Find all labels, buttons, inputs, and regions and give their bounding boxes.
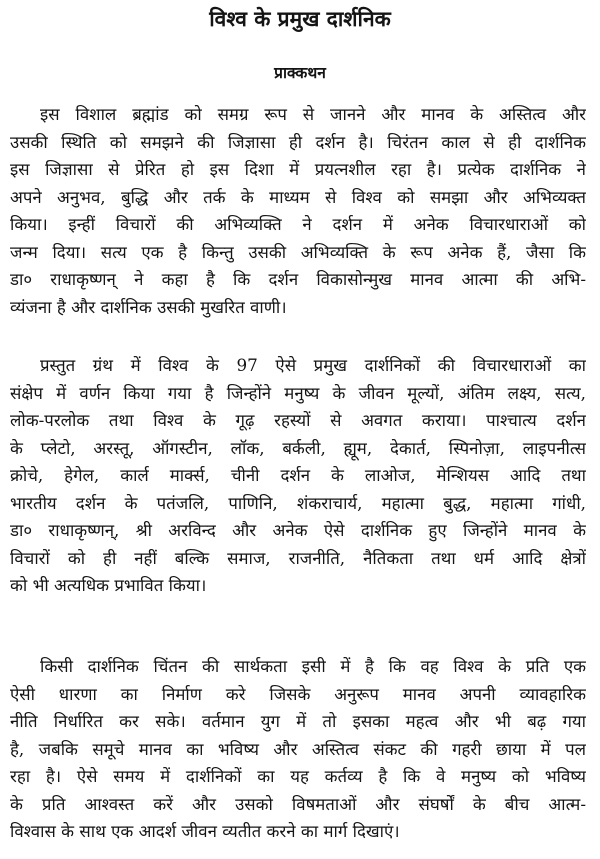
paragraph-line: रहा है। ऐसे समय में दार्शनिकों का यह कर्तव्य है कि वे मनुष्य को भविष्य [10,766,586,786]
paragraph-line: उसकी स्थिति को समझने की जिज्ञासा ही दर्शन है। चिरंतन काल से ही दार्शनिक [10,131,586,152]
paragraph-line: अपने अनुभव, बुद्धि और तर्क के माध्यम से विश्व को समझा और अभिव्यक्त [10,186,586,207]
paragraph-line: डा० राधाकृष्णन्, श्री अरविन्द और अनेक ऐसे दार्शनिक हुए जिन्होंने मानव के [10,520,586,540]
paragraph-line: प्रस्तुत ग्रंथ में विश्व के 97 ऐसे प्रमुख दार्शनिकों की विचारधाराओं का [40,355,586,375]
page-title: विश्व के प्रमुख दार्शनिक [209,6,391,31]
paragraph-line: भारतीय दर्शन के पतंजलि, पाणिनि, शंकराचार्य, महात्मा बुद्ध, महात्मा गांधी, [10,492,586,513]
paragraph-2 [10,352,586,600]
paragraph-line: इस जिज्ञासा से प्रेरित हो इस दिशा में प्रयत्नशील रहा है। प्रत्येक दार्शनिक ने [10,159,586,179]
paragraph-line: व्यंजना है और दार्शनिक उसकी मुखरित वाणी। [10,296,287,317]
paragraph-1 [10,101,586,321]
paragraph-line: डा० राधाकृष्णन् ने कहा है कि दर्शन विकासोन्मुख मानव आत्मा की अभि- [10,269,586,289]
paragraph-line: संक्षेप में वर्णन किया गया है जिन्होंने मनुष्य के जीवन मूल्यों, अंतिम लक्ष्य, सत्य, [10,382,586,403]
section-heading: प्राक्कथन [274,63,326,82]
paragraph-line: इस विशाल ब्रह्मांड को समग्र रूप से जानने और मानव के अस्तित्व और [40,104,586,124]
paragraph-line: किसी दार्शनिक चिंतन की सार्थकता इसी में है कि वह विश्व के प्रति एक [40,656,586,676]
paragraph-line: लोक-परलोक तथा विश्व के गूढ़ रहस्यों से अवगत कराया। पाश्चात्य दर्शन [10,410,586,430]
paragraph-line: है, जबकि समूचे मानव का भविष्य और अस्तित्व संकट की गहरी छाया में पल [10,738,586,759]
paragraph-3 [10,653,586,846]
paragraph-line: किया। इन्हीं विचारों की अभिव्यक्ति ने दर्शन में अनेक विचारधाराओं को [10,214,586,234]
paragraph-line: विश्वास के साथ एक आदर्श जीवन व्यतीत करने का मार्ग दिखाएं। [10,821,400,841]
paragraph-line: को भी अत्यधिक प्रभावित किया। [10,575,207,595]
paragraph-line: क्रोचे, हेगेल, कार्ल मार्क्स, चीनी दर्शन के लाओज, मेन्शियस आदि तथा [10,465,586,485]
paragraph-line: विचारों को ही नहीं बल्कि समाज, राजनीति, नैतिकता तथा धर्म आदि क्षेत्रों [10,547,586,568]
paragraph-line: के प्रति आश्वस्त करें और उसको विषमताओं और संघर्षों के बीच आत्म- [10,793,586,814]
paragraph-line: के प्लेटो, अरस्तू, ऑगस्टीन, लॉक, बर्कली, ह्यूम, देकार्त, स्पिनोज़ा, लाइपनीत्स [10,437,586,458]
paragraph-line: नीति निर्धारित कर सके। वर्तमान युग में तो इसका महत्व और भी बढ़ गया [10,711,586,731]
paragraph-line: ऐसी धारणा का निर्माण करे जिसके अनुरूप मानव अपनी व्यावहारिक [10,683,586,704]
paragraph-line: जन्म दिया। सत्य एक है किन्तु उसकी अभिव्यक्ति के रूप अनेक हैं, जैसा कि [10,241,586,262]
